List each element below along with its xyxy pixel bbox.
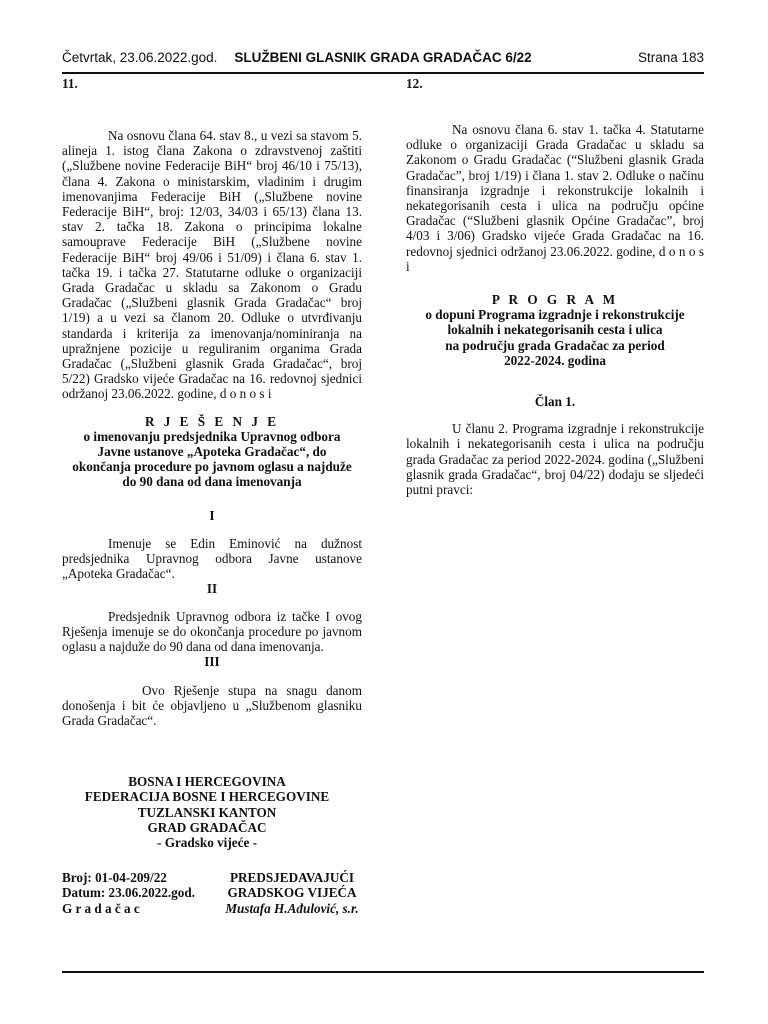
section-heading: II	[206, 581, 218, 597]
header-publication-title: SLUŽBENI GLASNIK GRADA GRADAČAC 6/22	[234, 50, 532, 65]
document-date: Datum: 23.06.2022.god.	[62, 885, 195, 901]
item-number: 12.	[406, 76, 423, 91]
header-page-number: Strana 183	[637, 50, 704, 65]
right-column	[406, 76, 704, 497]
authority-block	[62, 774, 362, 850]
authority-federation: FEDERACIJA BOSNE I HERCEGOVINE	[84, 789, 330, 805]
authority-council: - Gradsko vijeće -	[157, 834, 257, 850]
preamble: Na osnovu člana 6. stav 1. tačka 4. Statutarne odluke o organizaciji Grada Gradačac u skladu sa Zakonom o Gradu Gradačac (“Službeni glasnik Grada Gradačac”, broj 1/19) i člana 1. stav 2. Odluke o načinu finansiranja izgradnje i rekonstrukcije lokalnih i nekategorisanih cesta i ulica na području općine Gradačac (“Službeni glasnik Općine Gradačac”, broj 4/03 i 3/06) Gradsko vijeće Grada Gradačac na 16. redovnoj sjednici održanoj 23.06.2022. godine, d o n o s i	[406, 122, 704, 274]
authority-country: BOSNA I HERCEGOVINA	[128, 774, 286, 790]
footer-rule	[62, 971, 704, 973]
program-subtitle-line: lokalnih i nekategorisanih cesta i ulica	[447, 322, 663, 338]
decision-subtitle: o imenovanju predsjednika Upravnog odbora Javne ustanove „Apoteka Gradačac“, do okončanja procedure po javnom oglasu a najduže do 90 dana od dana imenovanja	[72, 428, 352, 490]
program-title: P R O G R A M	[491, 292, 619, 308]
program-subtitle	[406, 307, 704, 368]
program-subtitle-line: na području grada Gradačac za period	[445, 337, 665, 353]
signatory	[222, 870, 362, 916]
section-heading: III	[204, 654, 220, 670]
article-text: U članu 2. Programa izgradnje i rekonstrukcije lokalnih i nekategorisanih cesta i ulica na području grada Gradačac za period 2022-2024. godina („Službeni glasnik grada Gradačac“, broj 04/22) dodaju se sljedeći putni pravci:	[406, 421, 704, 498]
program-subtitle-line: 2022-2024. godina	[504, 352, 606, 368]
program-subtitle-line: o dopuni Programa izgradnje i rekonstrukcije	[425, 307, 685, 323]
authority-canton: TUZLANSKI KANTON	[137, 804, 277, 820]
article-heading: Član 1.	[534, 394, 576, 410]
left-column	[62, 76, 362, 916]
signatory-role: GRADSKOG VIJEĆA	[227, 885, 357, 901]
signatory-role: PREDSJEDAVAJUĆI	[229, 870, 355, 886]
section-heading: I	[209, 507, 215, 523]
page-header	[62, 50, 704, 70]
header-rule	[62, 72, 704, 74]
decision-title: R J E Š E N J E	[144, 413, 280, 429]
document-number: Broj: 01-04-209/22	[62, 870, 167, 886]
document-reference	[62, 870, 212, 916]
document-place: G r a d a č a c	[62, 900, 140, 916]
item-number: 11.	[62, 76, 78, 91]
header-date: Četvrtak, 23.06.2022.god.	[62, 50, 218, 65]
section-text: Predsjednik Upravnog odbora iz tačke I ovog Rješenja imenuje se do okončanja procedure po javnom oglasu a najduže do 90 dana od dana imenovanja.	[62, 608, 362, 655]
signatory-name: Mustafa H.Ađulović, s.r.	[225, 900, 359, 916]
section-text: Ovo Rješenje stupa na snagu danom donošenja i bit će objavljeno u „Službenom glasniku Grada Gradačac“.	[62, 682, 362, 728]
preamble: Na osnovu člana 64. stav 8., u vezi sa stavom 5. alineja 1. istog člana Zakona o zdravstvenoj zaštiti („Službene novine Federacije BiH“ broj 46/10 i 75/13), člana 4. Zakona o ministarskim, vladinim i drugim imenovanjima Federacije BiH („Službene novine Federacije BiH“, broj: 12/03, 34/03 i 65/13) člana 13. stav 2. tačka 18. Zakona o principima lokalne samouprave Federacije BiH („Službene novine Federacije BiH“ broj 49/06 i 51/09) i člana 6. stav 1. tačka 19. i tačka 27. Statutarne odluke o organizaciji Grada Gradačac u skladu sa Zakonom o Gradu Gradačac („Službeni glasnik Grada Gradačac“ broj 1/19) a u vezi sa članom 20. Odluke o utvrđivanju standarda i kriterija za imenovanja/nominiranja na upražnjene pozicije u reguliranim organima Grada Gradačac („Službeni glasnik Grada Gradačac“, broj 5/22) Gradsko vijeće Gradačac na 16. redovnoj sjednici održanoj 23.06.2022. godine, d o n o s i	[62, 128, 362, 402]
signature-block	[62, 870, 362, 916]
authority-city: GRAD GRADAČAC	[147, 819, 267, 835]
section-text: Imenuje se Edin Eminović na dužnost predsjednika Upravnog odbora Javne ustanove „Apoteka Gradačac“.	[62, 535, 362, 582]
